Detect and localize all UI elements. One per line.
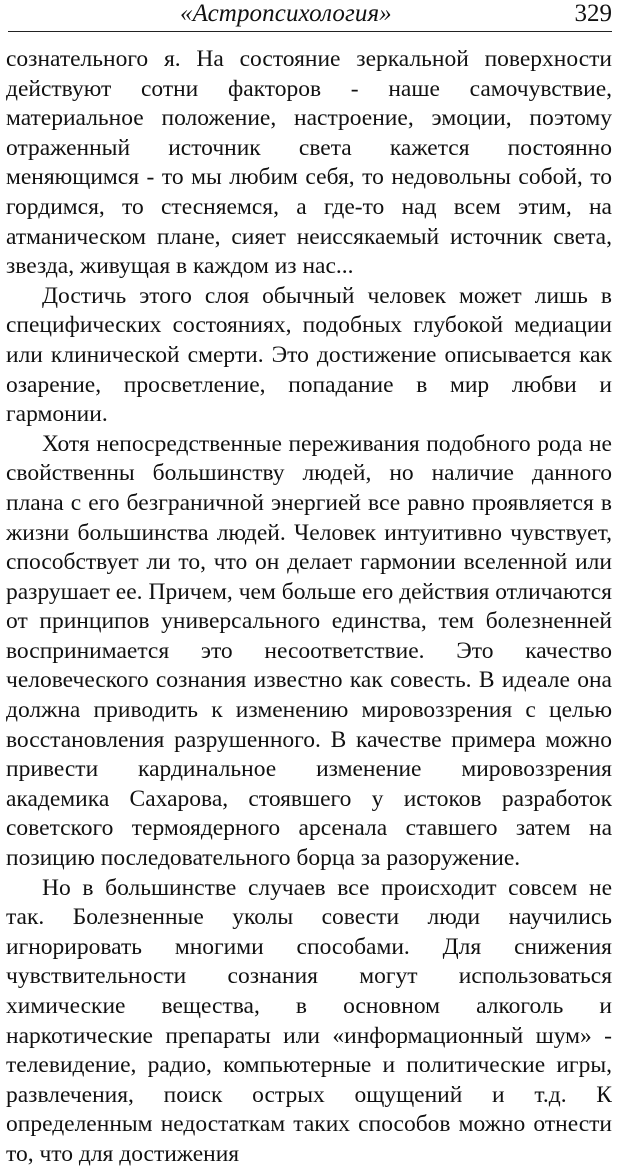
paragraph: Хотя непосредственные переживания подобного рода не свойственны большинству людей, но наличие данного плана с его безграничной энергией все равно проявляется в жизни большинства людей. Человек интуитивно чувствует, способствует ли то, что он делает гармонии вселенной или разрушает ее. Причем, чем больше его действия отличаются от принципов универсального единства, тем болезненней воспринимается это несоответствие. Это качество человеческого сознания известно как совесть. В идеале она должна приводить к изменению мировоззрения с целью восстановления разрушенного. В качестве примера можно привести кардинальное изменение мировоззрения академика Сахарова, стоявшего у истоков разработок советского термоядерного арсенала ставшего затем на позицию последовательного борца за разоружение. <box>6 430 612 872</box>
body-text <box>6 45 612 1170</box>
paragraph: Достичь этого слоя обычный человек может лишь в специфических состояниях, подобных глубокой медиации или клинической смерти. Это достижение описывается как озарение, просветление, попадание в мир любви и гармонии. <box>6 282 612 428</box>
paragraph: Но в большинстве случаев все происходит совсем не так. Болезненные уколы совести люди научились игнорировать многими способами. Для снижения чувствительности сознания могут использоваться химические вещества, в основном алкоголь и наркотические препараты или «информационный шум» - телевидение, радио, компьютерные и политические игры, развлечения, поиск острых ощущений и т.д. К определенным недостаткам таких способов можно отнести то, что для достижения <box>6 874 612 1167</box>
paragraph-continued: сознательного я. На состояние зеркальной поверхности действуют сотни факторов - наше самочувствие, материальное положение, настроение, эмоции, поэтому отраженный источник света кажется постоянно меняющимся - то мы любим себя, то недовольны собой, то гордимся, то стесняемся, а где-то над всем этим, на атманическом плане, сияет неиссякаемый источник света, звезда, живущая в каждом из нас... <box>6 46 612 280</box>
page-number: 329 <box>574 0 612 27</box>
running-header <box>8 0 612 32</box>
running-title: «Астропсихология» <box>180 0 392 27</box>
